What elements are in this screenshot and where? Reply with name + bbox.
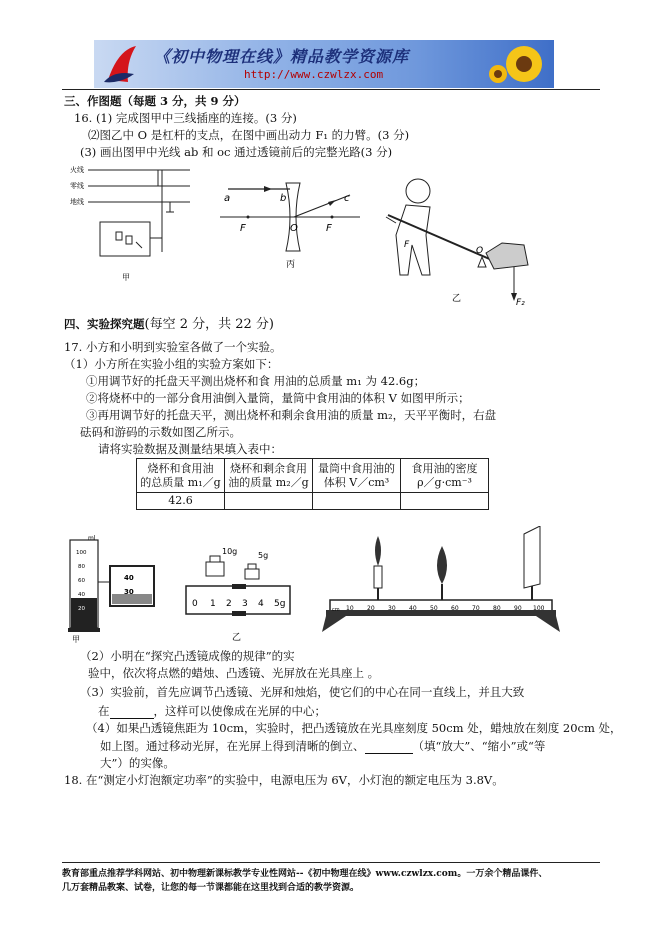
bench-tick: 90 bbox=[514, 605, 522, 612]
live-wire-label: 火线 bbox=[70, 166, 84, 174]
balance-figure bbox=[180, 542, 300, 646]
lever-caption: 乙 bbox=[452, 294, 462, 304]
answer-blank-height[interactable] bbox=[110, 708, 154, 719]
q17-part3-suffix: ，这样可以使像成在光屏的中心； bbox=[153, 704, 326, 718]
table-header-row bbox=[137, 459, 489, 493]
answer-blank-image-type[interactable] bbox=[365, 743, 413, 754]
balance-caption: 乙 bbox=[232, 633, 242, 643]
rider-scale-tick: 2 bbox=[226, 599, 232, 609]
sunflower-icon bbox=[484, 40, 554, 88]
weight-10g-label: 10g bbox=[222, 547, 238, 556]
bench-unit: cm bbox=[332, 607, 340, 613]
q17-intro: 17. 小方和小明到实验室各做了一个实验。 bbox=[64, 340, 282, 354]
table-cell: 42.6 bbox=[137, 493, 225, 510]
rider-scale-tick: 4 bbox=[258, 599, 264, 609]
cylinder-tick: 40 bbox=[78, 592, 85, 598]
optical-bench-figure bbox=[322, 526, 562, 636]
q16-line3: (3) 画出图甲中光线 ab 和 oc 通过透镜前后的完整光路(3 分) bbox=[80, 145, 393, 159]
footer-rule bbox=[62, 862, 600, 863]
q17-part4-prefix: 如上图。通过移动光屏，在光屏上得到清晰的倒立、 bbox=[100, 739, 365, 753]
lens-caption: 丙 bbox=[286, 260, 296, 270]
q17-part2-line1: （2）小明在“探究凸透镜成像的规律”的实 bbox=[80, 649, 295, 663]
section4-heading-title: 四、实验探究题 bbox=[64, 317, 145, 331]
data-table bbox=[136, 458, 489, 510]
q16-line2: ⑵图乙中 O 是杠杆的支点，在图中画出动力 F₁ 的力臂。(3 分) bbox=[88, 128, 410, 142]
section4-heading-score: (每空 2 分，共 22 分) bbox=[144, 317, 274, 332]
q17-part3-line1: （3）实验前，首先应调节凸透镜、光屏和烛焰，使它们的中心在同一直线上，并且大致 bbox=[80, 685, 525, 699]
bench-tick: 60 bbox=[451, 605, 459, 612]
lens-label-f-left: F bbox=[240, 223, 246, 234]
cylinder-tick: 60 bbox=[78, 578, 85, 584]
section4-heading bbox=[64, 313, 274, 332]
lens-label-b: b bbox=[280, 193, 287, 204]
lens-figure bbox=[220, 175, 360, 270]
table-row bbox=[137, 493, 489, 510]
rider-scale-tick: 3 bbox=[242, 599, 248, 609]
bench-tick: 80 bbox=[493, 605, 501, 612]
rider-scale-tick: 1 bbox=[210, 599, 216, 609]
q17-part3-line2 bbox=[98, 703, 326, 719]
q17-part4-line3: 大”）的实像。 bbox=[100, 756, 175, 770]
lens-label-c: c bbox=[344, 193, 350, 204]
header-title: 《初中物理在线》精品教学资源库 bbox=[154, 47, 410, 66]
footer-line2: 几万套精品教案、试卷，让您的每一节课都能在这里找到合适的教学资源。 bbox=[62, 883, 360, 893]
q16-line1: 16. (1) 完成图甲中三线插座的连接。(3 分) bbox=[74, 111, 297, 125]
q17-part4-options: （填“放大”、“缩小”或“等 bbox=[412, 739, 546, 753]
rider-scale-tick: 0 bbox=[192, 599, 198, 609]
bench-tick: 40 bbox=[409, 605, 417, 612]
lever-label-f2: F₂ bbox=[516, 298, 525, 308]
bench-tick: 100 bbox=[533, 605, 545, 612]
bench-tick: 20 bbox=[367, 605, 375, 612]
table-cell bbox=[225, 493, 313, 510]
bench-tick: 50 bbox=[430, 605, 438, 612]
cylinder-tick: 80 bbox=[78, 564, 85, 570]
weight-5g-label: 5g bbox=[258, 551, 269, 560]
q17-part3-prefix: 在 bbox=[98, 704, 110, 718]
bench-tick: 30 bbox=[388, 605, 396, 612]
bench-tick: 10 bbox=[346, 605, 354, 612]
bench-tick: 70 bbox=[472, 605, 480, 612]
table-cell bbox=[313, 493, 401, 510]
q17-part2-line2: 验中，依次将点燃的蜡烛、凸透镜、光屏放在光具座上 。 bbox=[88, 666, 380, 680]
zoom-tick: 40 bbox=[124, 574, 134, 582]
cylinder-tick: 100 bbox=[76, 550, 87, 556]
ground-wire-label: 地线 bbox=[70, 198, 84, 206]
table-cell bbox=[401, 493, 489, 510]
zoom-tick: 30 bbox=[124, 588, 134, 596]
table-header-cell: 烧杯和食用油 的总质量 m₁／g bbox=[137, 459, 225, 493]
q18-text: 18. 在“测定小灯泡额定功率”的实验中，电源电压为 6V，小灯泡的额定电压为 3.8V。 bbox=[64, 773, 504, 787]
q17-step3a: ③再用调节好的托盘天平，测出烧杯和剩余食用油的质量 m₂，天平平衡时，右盘 bbox=[86, 408, 497, 422]
cylinder-unit: ml bbox=[88, 535, 96, 542]
logo-icon bbox=[98, 40, 148, 88]
rider-scale-tick: 5g bbox=[274, 599, 286, 609]
q17-part4-line1: （4）如果凸透镜焦距为 10cm，实验时，把凸透镜放在光具座刻度 50cm 处，蜡烛放在刻度 20cm 处， bbox=[86, 721, 622, 735]
lever-label-o: O bbox=[476, 246, 484, 256]
header-rule bbox=[62, 89, 600, 90]
header-banner bbox=[94, 40, 554, 88]
socket-caption: 甲 bbox=[122, 273, 130, 282]
q17-step3b: 砝码和游码的示数如图乙所示。 bbox=[80, 425, 241, 439]
neutral-wire-label: 零线 bbox=[70, 182, 84, 190]
cylinder-figure bbox=[64, 534, 164, 644]
table-header-cell: 量筒中食用油的 体积 V／cm³ bbox=[313, 459, 401, 493]
header-url[interactable]: http://www.czwlzx.com bbox=[244, 68, 384, 81]
cylinder-caption: 甲 bbox=[72, 635, 80, 644]
q17-step2: ②将烧杯中的一部分食用油倒入量筒，量筒中食用油的体积 V 如图甲所示； bbox=[86, 391, 470, 405]
table-header-cell: 食用油的密度 ρ／g·cm⁻³ bbox=[401, 459, 489, 493]
lens-label-a: a bbox=[224, 193, 231, 204]
table-header-cell: 烧杯和剩余食用 油的质量 m₂／g bbox=[225, 459, 313, 493]
cylinder-tick: 20 bbox=[78, 606, 85, 612]
socket-figure bbox=[70, 162, 200, 287]
lever-figure bbox=[378, 175, 538, 310]
q17-fill-prompt: 请将实验数据及测量结果填入表中： bbox=[98, 442, 282, 456]
lens-label-o: O bbox=[290, 223, 298, 234]
footer-line1: 教育部重点推荐学科网站、初中物理新课标教学专业性网站--《初中物理在线》www.czwlzx.com。一万余个精品课件、 bbox=[62, 869, 548, 879]
q17-part4-line2 bbox=[100, 738, 545, 754]
q17-step1: ①用调节好的托盘天平测出烧杯和食 用油的总质量 m₁ 为 42.6g； bbox=[86, 374, 426, 388]
lens-label-f-right: F bbox=[326, 223, 332, 234]
q17-part1: （1）小方所在实验小组的实验方案如下： bbox=[64, 357, 279, 371]
lever-label-f1: F bbox=[404, 240, 410, 250]
section3-heading: 三、作图题（每题 3 分，共 9 分） bbox=[64, 94, 246, 108]
